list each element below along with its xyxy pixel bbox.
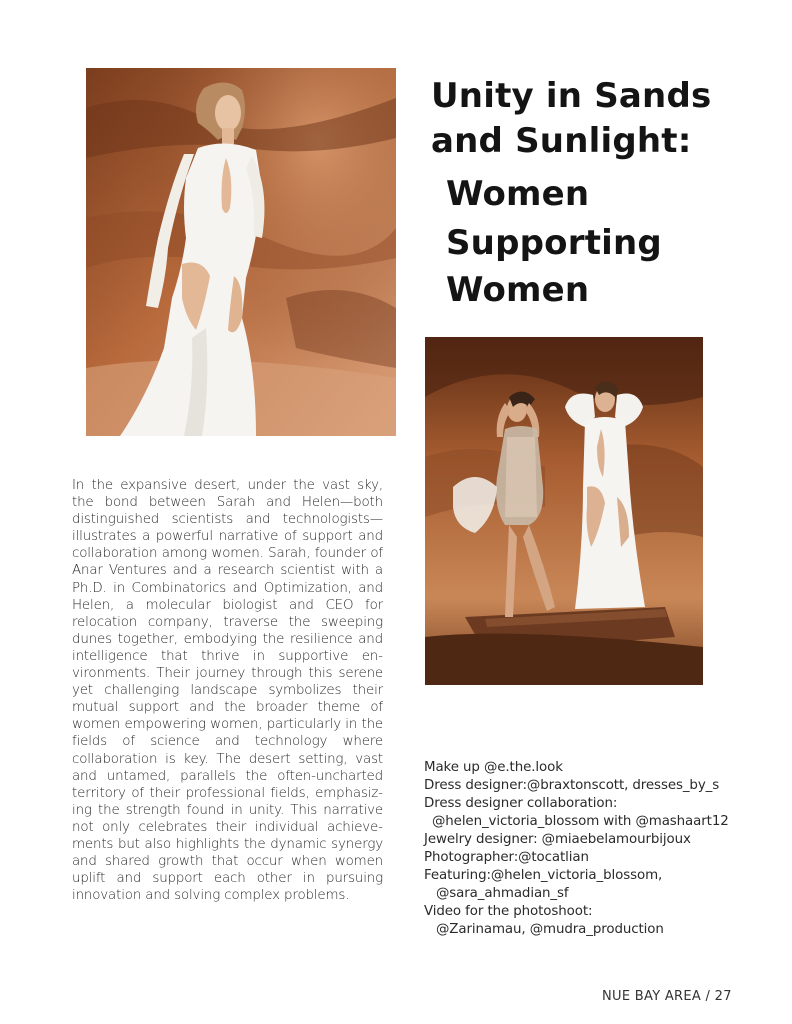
credit-video-value: @Zarinamau, @mudra_production — [436, 922, 664, 937]
credit-photographer: Photographer:@tocatlian — [424, 850, 589, 865]
credit-makeup: Make up @e.the.look — [424, 760, 563, 775]
credit-featuring: Featuring:@helen_victoria_blossom, — [424, 868, 663, 883]
subtitle-line-1: Women — [446, 174, 590, 214]
title-line-2: and Sunlight: — [431, 121, 692, 161]
photo-woman-white-gown — [86, 68, 396, 436]
subtitle-line-2: Supporting — [446, 223, 662, 263]
page-footer: NUE BAY AREA / 27 — [602, 989, 732, 1004]
credit-collab-label: Dress designer collaboration: — [424, 796, 618, 811]
credit-video-label: Video for the photoshoot: — [424, 904, 593, 919]
credit-collab-value: @helen_victoria_blossom with @mashaart12 — [432, 814, 729, 829]
title-line-1: Unity in Sands — [431, 76, 712, 116]
credit-featuring-2: @sara_ahmadian_sf — [436, 886, 569, 901]
subtitle-line-3: Women — [446, 270, 590, 310]
credit-dress-designer: Dress designer:@braxtonscott, dresses_by_s — [424, 778, 720, 793]
photo-two-women-desert — [425, 337, 703, 685]
credits-block — [424, 759, 764, 939]
credit-jewelry: Jewelry designer: @miaebelamourbijoux — [424, 832, 691, 847]
article-body: In the expansive desert, under the vast sky, the bond between Sarah and Helen—both distinguished scientists and technologists—illustrates a powerful narrative of support and collaboration among women. Sarah, founder of Anar Ventures and a research scientist with a Ph.D. in Combinatorics and Optimization, and Helen, a molecular biologist and CEO for relocation company, traverse the sweeping dunes together, embodying the resilience and intelligence that thrive in supportive environments. Their journey through this serene yet challenging landscape symbolizes their mutual support and the broader theme of women empowering women, particularly in the fields of science and technology where collaboration is key. The desert setting, vast and untamed, parallels the often-uncharted territory of their professional fields, emphasizing the strength found in unity. This narrative not only celebrates their individual achievements but also highlights the dynamic synergy and shared growth that occur when women uplift and support each other in pursuing innovation and solving complex problems. — [72, 478, 383, 904]
